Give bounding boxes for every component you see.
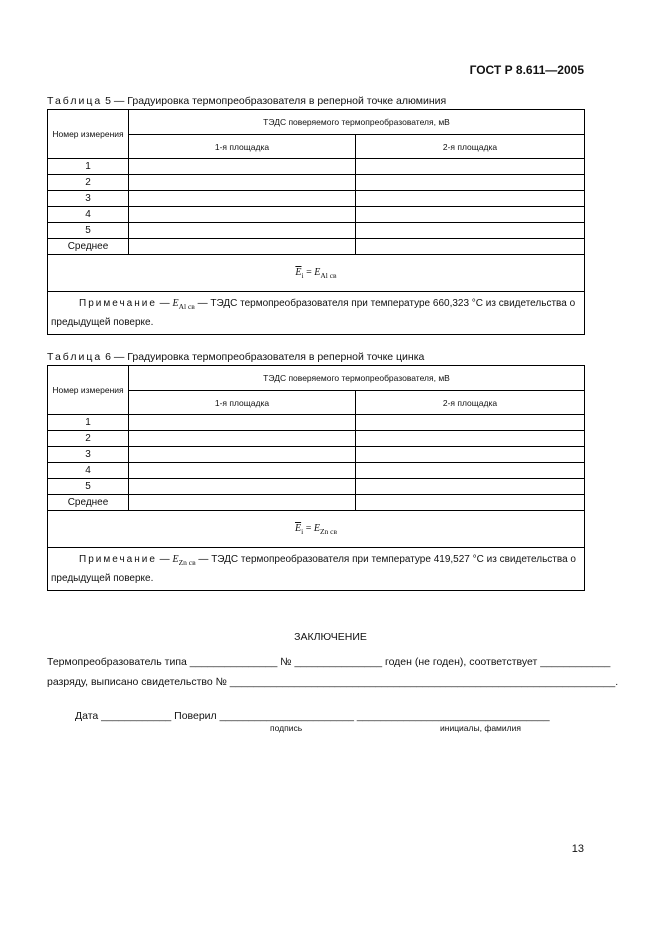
table5-cell[interactable] <box>129 239 356 255</box>
formula-rhs-sub: Al св <box>320 270 337 280</box>
table6-caption-word: Таблица <box>47 351 103 363</box>
formula-lhs-sub: i <box>301 270 304 280</box>
formula-lhs-sub: i <box>301 526 304 536</box>
formula-lhs: $\overline{E}$ <box>294 522 302 534</box>
table6-row-label: 5 <box>48 479 129 495</box>
note-text: — ТЭДС термопреобразователя при температуре 660,323 °С из свидетельства о предыдущей поверке. <box>51 298 576 328</box>
table6-cell[interactable] <box>356 479 585 495</box>
note-word: Примечание <box>79 554 157 565</box>
conclusion-title: ЗАКЛЮЧЕНИЕ <box>294 631 367 643</box>
table6-row-label: 1 <box>48 415 129 431</box>
note-symbol: E <box>172 554 179 565</box>
table5-header-pad1: 1-я площадка <box>129 135 356 159</box>
table6-header-pad1: 1-я площадка <box>129 391 356 415</box>
page-number: 13 <box>571 843 584 855</box>
table6-cell[interactable] <box>129 415 356 431</box>
table5-formula <box>48 255 585 292</box>
table5-header-pad2: 2-я площадка <box>356 135 585 159</box>
note-symbol: E <box>172 298 179 309</box>
table6-row-label: 4 <box>48 463 129 479</box>
table6-cell[interactable] <box>129 447 356 463</box>
table6-header-measure: Номер измерения <box>48 366 129 415</box>
table5-caption-text: 5 — Градуировка термопреобразователя в реперной точке алюминия <box>102 95 447 107</box>
table5-row-label: 2 <box>48 175 129 191</box>
table6 <box>47 365 585 591</box>
table6-cell[interactable] <box>356 495 585 511</box>
table5-caption <box>47 95 446 107</box>
note-symbol-sub: Zn св <box>178 558 196 567</box>
table6-cell[interactable] <box>129 431 356 447</box>
table6-caption <box>47 351 424 363</box>
table5-caption-word: Таблица <box>47 95 103 107</box>
formula-rhs-sub: Zn св <box>319 526 338 536</box>
conclusion-line-certificate[interactable]: разряду, выписано свидетельство № __________________________________________________________________. <box>47 676 619 688</box>
note-dash: — <box>156 554 173 565</box>
note-symbol-sub: Al св <box>178 302 195 311</box>
table6-formula <box>48 511 585 548</box>
table5-row-label: 3 <box>48 191 129 207</box>
formula-rhs: E <box>313 522 320 534</box>
table5-row-label: Среднее <box>48 239 129 255</box>
initials-caption: инициалы, фамилия <box>440 723 521 733</box>
conclusion-line-signature[interactable]: Дата ____________ Поверил _______________________ _________________________________ <box>75 710 550 722</box>
table5-cell[interactable] <box>129 175 356 191</box>
note-text: — ТЭДС термопреобразователя при температуре 419,527 °С из свидетельства о предыдущей поверке. <box>51 554 576 584</box>
conclusion-line-type[interactable]: Термопреобразователь типа _______________ № _______________ годен (не годен), соответствует ____________ <box>47 656 611 668</box>
table6-row-label: 2 <box>48 431 129 447</box>
table5-cell[interactable] <box>129 207 356 223</box>
table6-header-pad2: 2-я площадка <box>356 391 585 415</box>
document-id: ГОСТ Р 8.611—2005 <box>469 63 584 77</box>
note-dash: — <box>156 298 173 309</box>
table5-cell[interactable] <box>129 159 356 175</box>
table6-cell[interactable] <box>356 431 585 447</box>
table5-header-emf: ТЭДС поверяемого термопреобразователя, мВ <box>129 110 585 135</box>
table5-cell[interactable] <box>356 207 585 223</box>
formula-eq: = <box>303 266 315 278</box>
table6-header-emf: ТЭДС поверяемого термопреобразователя, мВ <box>129 366 585 391</box>
table6-row-label: Среднее <box>48 495 129 511</box>
table6-cell[interactable] <box>129 463 356 479</box>
table5-row-label: 1 <box>48 159 129 175</box>
formula-rhs: E <box>314 266 321 278</box>
table5-cell[interactable] <box>356 159 585 175</box>
table6-cell[interactable] <box>129 479 356 495</box>
table5-cell[interactable] <box>356 191 585 207</box>
table6-cell[interactable] <box>356 463 585 479</box>
table5-note <box>48 292 585 335</box>
table6-cell[interactable] <box>356 415 585 431</box>
table6-note <box>48 548 585 591</box>
table5-cell[interactable] <box>356 175 585 191</box>
table6-caption-text: 6 — Градуировка термопреобразователя в реперной точке цинка <box>102 351 425 363</box>
table6-cell[interactable] <box>356 447 585 463</box>
formula-eq: = <box>303 522 314 534</box>
table5-row-label: 5 <box>48 223 129 239</box>
table5-header-measure: Номер измерения <box>48 110 129 159</box>
note-word: Примечание <box>79 298 157 309</box>
formula-lhs: $\overline{E}$ <box>295 266 302 278</box>
table6-cell[interactable] <box>129 495 356 511</box>
table5-cell[interactable] <box>356 223 585 239</box>
table5 <box>47 109 585 335</box>
table5-cell[interactable] <box>129 191 356 207</box>
table5-row-label: 4 <box>48 207 129 223</box>
table6-row-label: 3 <box>48 447 129 463</box>
table5-cell[interactable] <box>356 239 585 255</box>
table5-cell[interactable] <box>129 223 356 239</box>
signature-caption: подпись <box>270 723 303 733</box>
